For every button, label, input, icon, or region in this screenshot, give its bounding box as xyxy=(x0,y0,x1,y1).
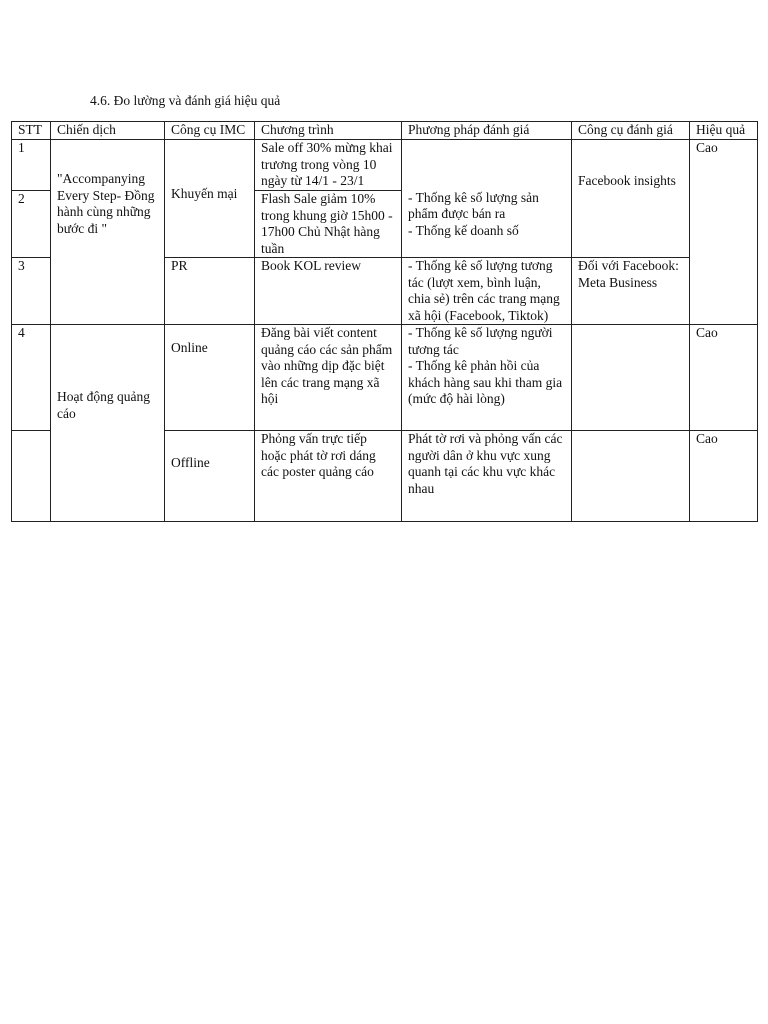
header-program: Chương trình xyxy=(255,122,402,140)
imc-tool-cell xyxy=(165,140,255,258)
header-eval-tool: Công cụ đánh giá xyxy=(572,122,690,140)
eval-tool-cell xyxy=(572,431,690,522)
row-stt: 1 xyxy=(12,140,51,191)
method-cell: - Thống kê số lượng tương tác (lượt xem, bình luận, chia sẻ) trên các trang mạng xã hội (Facebook, Tiktok) xyxy=(402,258,572,325)
imc-tool-cell: PR xyxy=(165,258,255,325)
header-stt: STT xyxy=(12,122,51,140)
header-method: Phương pháp đánh giá xyxy=(402,122,572,140)
section-title: 4.6. Đo lường và đánh giá hiệu quả xyxy=(90,93,281,108)
row-stt: 3 xyxy=(12,258,51,325)
program-cell: Phỏng vấn trực tiếp hoặc phát tờ rơi dáng các poster quảng cáo xyxy=(255,431,402,522)
method-cell: - Thống kê số lượng người tương tác - Thống kê phản hồi của khách hàng sau khi tham gia (mức độ hài lòng) xyxy=(402,325,572,431)
method-cell xyxy=(402,140,572,258)
eval-tool-text: Facebook insights xyxy=(578,173,676,188)
program-cell: Flash Sale giảm 10% trong khung giờ 15h00 - 17h00 Chủ Nhật hàng tuần xyxy=(255,191,402,258)
table-row xyxy=(12,325,758,431)
evaluation-table xyxy=(11,121,758,522)
header-result: Hiệu quả xyxy=(690,122,758,140)
imc-tool-label: Online xyxy=(171,340,208,355)
imc-tool-label: Khuyến mại xyxy=(171,186,238,201)
row-stt xyxy=(12,431,51,522)
header-campaign: Chiến dịch xyxy=(51,122,165,140)
method-cell: Phát tờ rơi và phỏng vấn các người dân ở khu vực xung quanh tại các khu vực khác nhau xyxy=(402,431,572,522)
eval-tool-cell xyxy=(572,325,690,431)
method-text: - Thống kê số lượng sản phẩm được bán ra - Thống kế doanh số xyxy=(408,189,539,238)
campaign-cell xyxy=(51,325,165,522)
program-cell: Đăng bài viết content quảng cáo các sản phẩm vào những dịp đặc biệt lên các trang mạng xã hội xyxy=(255,325,402,431)
result-cell: Cao xyxy=(690,431,758,522)
program-cell: Sale off 30% mừng khai trương trong vòng 10 ngày từ 14/1 - 23/1 xyxy=(255,140,402,191)
imc-tool-cell xyxy=(165,431,255,522)
result-cell: Cao xyxy=(690,325,758,431)
campaign-cell xyxy=(51,140,165,325)
eval-tool-cell xyxy=(572,140,690,258)
program-cell: Book KOL review xyxy=(255,258,402,325)
header-imc-tool: Công cụ IMC xyxy=(165,122,255,140)
eval-tool-cell: Đối với Facebook: Meta Business xyxy=(572,258,690,325)
campaign-label: Hoạt động quảng cáo xyxy=(57,389,150,421)
row-stt: 4 xyxy=(12,325,51,431)
campaign-label: "Accompanying Every Step- Đồng hành cùng những bước đi " xyxy=(57,171,155,236)
imc-tool-cell xyxy=(165,325,255,431)
result-cell: Cao xyxy=(690,140,758,325)
imc-tool-label: Offline xyxy=(171,455,210,470)
row-stt: 2 xyxy=(12,191,51,258)
table-header-row xyxy=(12,122,758,140)
table-row xyxy=(12,140,758,191)
